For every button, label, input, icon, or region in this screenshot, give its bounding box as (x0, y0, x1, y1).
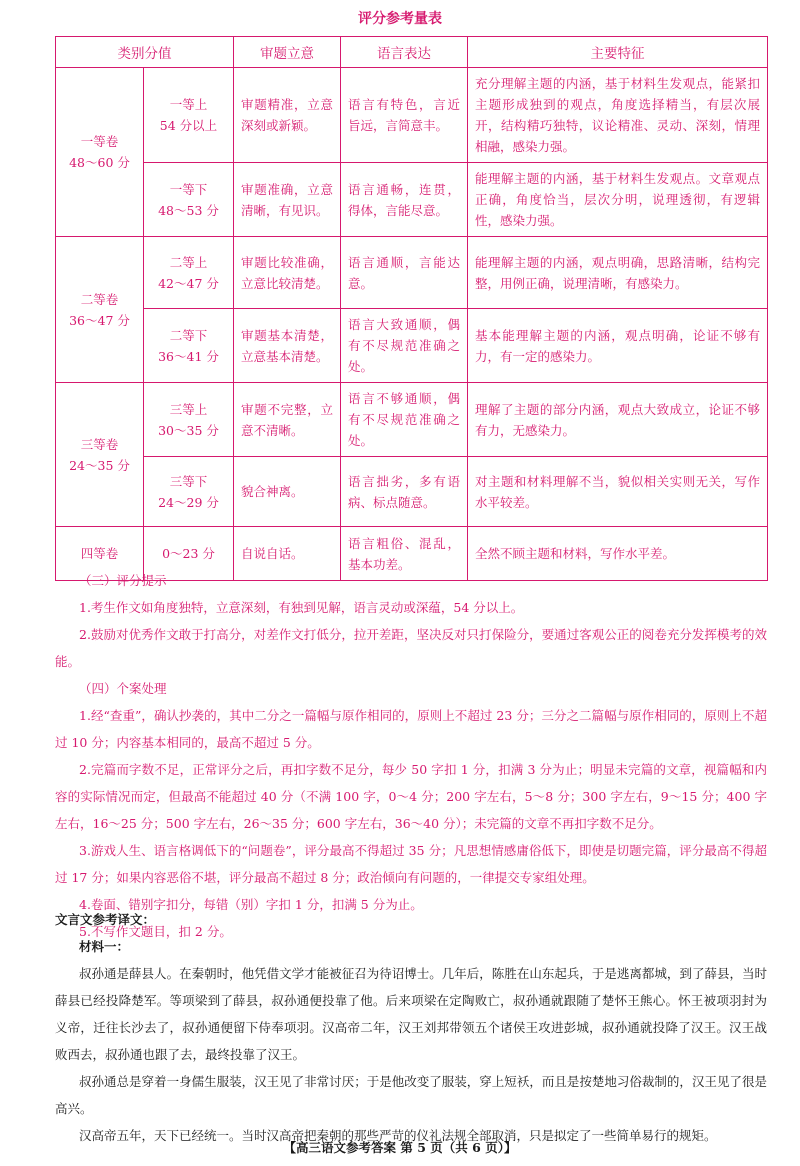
header-topic: 审题立意 (234, 37, 341, 68)
topic-cell: 审题不完整，立意不清晰。 (234, 383, 341, 457)
feature-cell: 对主题和材料理解不当，貌似相关实则无关，写作水平较差。 (468, 457, 768, 527)
case-item: 4.卷面、错别字扣分，每错（别）字扣 1 分，扣满 5 分为止。 (79, 897, 423, 912)
tips-heading: （三）评分提示 (79, 573, 167, 588)
translation-heading: 文言文参考译文： (55, 912, 156, 927)
level-cell (144, 309, 234, 383)
topic-cell: 审题精准，立意深刻或新颖。 (234, 68, 341, 163)
grade-range: 48～60 分 (69, 155, 130, 170)
level-score: 54 分以上 (159, 118, 218, 133)
level-name: 三等上 (169, 401, 208, 417)
language-cell: 语言不够通顺，偶有不尽规范准确之处。 (341, 383, 468, 457)
level-score: 48～53 分 (158, 202, 219, 218)
scoring-table (55, 36, 768, 581)
grade-range: 36～47 分 (69, 312, 130, 328)
cases-heading: （四）个案处理 (79, 681, 167, 696)
grade-name: 一等卷 (80, 134, 119, 149)
tip-item: 1.考生作文如角度独特，立意深刻，有独到见解，语言灵动或深蕴，54 分以上。 (79, 600, 524, 615)
language-cell: 语言大致通顺，偶有不尽规范准确之处。 (341, 309, 468, 383)
table-header-row (56, 37, 768, 68)
grade-range: 24～35 分 (69, 457, 130, 473)
level-cell (144, 383, 234, 457)
header-category: 类别分值 (56, 37, 234, 68)
level-name: 一等下 (169, 181, 208, 197)
page-footer: 【高三语文参考答案 第 5 页（共 6 页）】 (283, 1140, 517, 1155)
translation-section (55, 906, 767, 1149)
level-score: 42～47 分 (158, 275, 219, 291)
grade-group-cell: 四等卷 (56, 527, 144, 581)
language-cell: 语言拙劣，多有语病、标点随意。 (341, 457, 468, 527)
language-cell: 语言通顺，言能达意。 (341, 237, 468, 309)
table-row (56, 383, 768, 457)
case-item: 1.经“查重”，确认抄袭的，其中二分之一篇幅与原作相同的，原则上不超过 23 分；三分之二篇幅与原作相同的，原则上不超过 10 分；内容基本相同的，最高不超过 5 分。 (55, 708, 767, 750)
grade-name: 三等卷 (80, 436, 119, 452)
translation-paragraph: 汉高帝五年，天下已经统一。当时汉高帝把秦朝的那些严苛的仪礼法规全部取消，只是拟定了一些简单易行的规矩。 (79, 1128, 717, 1143)
level-cell (144, 457, 234, 527)
table-row (56, 68, 768, 163)
feature-cell: 能理解主题的内涵，基于材料生发观点。文章观点正确，角度恰当，层次分明，说理透彻，有逻辑性，感染力强。 (468, 163, 768, 237)
level-name: 二等上 (169, 254, 208, 270)
topic-cell: 审题基本清楚，立意基本清楚。 (234, 309, 341, 383)
grade-group-cell (56, 68, 144, 237)
topic-cell: 审题比较准确，立意比较清楚。 (234, 237, 341, 309)
language-cell: 语言有特色，言近旨远，言简意丰。 (341, 68, 468, 163)
language-cell: 语言通畅，连贯，得体，言能尽意。 (341, 163, 468, 237)
table-row (56, 163, 768, 237)
case-item: 3.游戏人生、语言格调低下的“问题卷”，评分最高不得超过 35 分；凡思想情感庸俗低下，即使是切题完篇，评分最高不得超过 17 分；如果内容恶俗不堪，评分最高不超过 8 分；政治倾向有问题的，一律提交专家组处理。 (55, 843, 767, 885)
scoring-notes (55, 567, 767, 945)
translation-paragraph: 叔孙通是薛县人。在秦朝时，他凭借文学才能被征召为待诏博士。几年后，陈胜在山东起兵，于是逃离都城，到了薛县，当时薛县已经投降楚军。等项梁到了薛县，叔孙通便投靠了他。后来项梁在定陶败亡，叔孙通就跟随了楚怀王熊心。怀王被项羽封为义帝，迁往长沙去了，叔孙通便留下侍奉项羽。汉高帝二年，汉王刘邦带领五个诸侯王攻进彭城，叔孙通就投降了汉王。汉王战败西去，叔孙通也跟了去，最终投靠了汉王。 (55, 966, 767, 1062)
level-score: 24～29 分 (158, 494, 219, 510)
case-item: 5.不写作文题目，扣 2 分。 (79, 924, 232, 939)
header-language: 语言表达 (341, 37, 468, 68)
topic-cell: 自说自话。 (234, 527, 341, 581)
topic-cell: 貌合神离。 (234, 457, 341, 527)
feature-cell: 全然不顾主题和材料，写作水平差。 (468, 527, 768, 581)
level-score: 30～35 分 (158, 422, 219, 438)
feature-cell: 能理解主题的内涵，观点明确，思路清晰，结构完整，用例正确，说理清晰，有感染力。 (468, 237, 768, 309)
level-cell (144, 163, 234, 237)
grade-group-cell (56, 237, 144, 383)
grade-name: 二等卷 (80, 291, 119, 307)
feature-cell: 充分理解主题的内涵，基于材料生发观点，能紧扣主题形成独到的观点，角度选择精当，有层次展开，结构精巧独特，议论精准、灵动、深刻，情理相融，感染力强。 (468, 68, 768, 163)
level-name: 二等下 (169, 327, 208, 343)
table-title: 评分参考量表 (358, 11, 442, 27)
table-row (56, 309, 768, 383)
language-cell: 语言粗俗、混乱，基本功差。 (341, 527, 468, 581)
level-cell (144, 68, 234, 163)
table-row (56, 237, 768, 309)
feature-cell: 理解了主题的部分内涵，观点大致成立，论证不够有力，无感染力。 (468, 383, 768, 457)
feature-cell: 基本能理解主题的内涵，观点明确，论证不够有力，有一定的感染力。 (468, 309, 768, 383)
level-cell (144, 237, 234, 309)
tip-item: 2.鼓励对优秀作文敢于打高分，对差作文打低分，拉开差距，坚决反对只打保险分，要通过客观公正的阅卷充分发挥模考的效能。 (55, 627, 767, 669)
translation-paragraph: 叔孙通总是穿着一身儒生服装，汉王见了非常讨厌；于是他改变了服装，穿上短袄，而且是按楚地习俗裁制的，汉王见了很是高兴。 (55, 1074, 767, 1116)
topic-cell: 审题准确，立意清晰，有见识。 (234, 163, 341, 237)
level-score: 36～41 分 (158, 348, 219, 364)
level-score: 0～23 分 (144, 527, 234, 581)
case-item: 2.完篇而字数不足，正常评分之后，再扣字数不足分，每少 50 字扣 1 分，扣满 3 分为止；明显未完篇的文章，视篇幅和内容的实际情况而定，但最高不能超过 40 分（不满 100 字，0～4 分；200 字左右，5～8 分；300 字左右，9～15 分；400 字左右，16～25 分；500 字左右，26～35 分；600 字左右，36～40 分）；未完篇的文章不再扣字数不足分。 (55, 762, 767, 831)
level-name: 一等上 (169, 97, 208, 112)
translation-subheading: 材料一： (79, 939, 130, 954)
grade-group-cell (56, 383, 144, 527)
level-name: 三等下 (169, 473, 208, 489)
table-row (56, 457, 768, 527)
header-features: 主要特征 (468, 37, 768, 68)
